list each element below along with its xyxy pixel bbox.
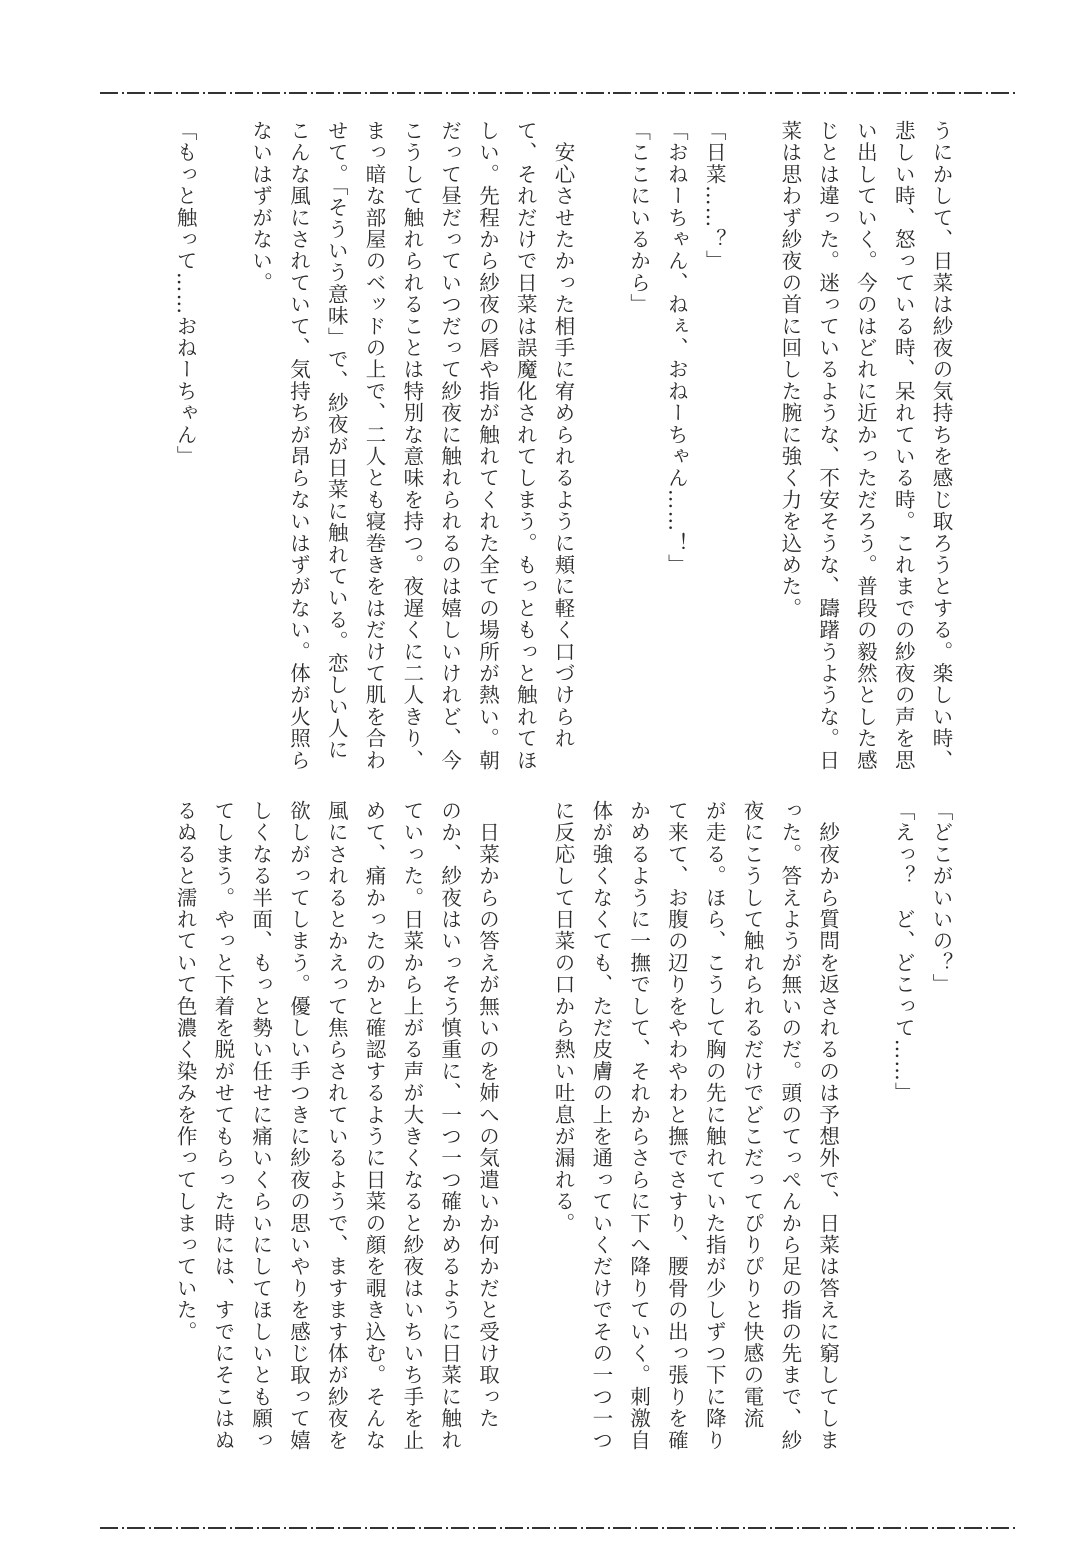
bottom-dash-dot-rule [100, 1527, 1015, 1529]
blank-line [505, 800, 543, 1460]
blank-line [732, 120, 770, 780]
text-line: い出していく。今のはどれに近かっただろう。普段の毅然とした感 [853, 120, 878, 771]
text-line: 日菜からの答えが無いのを姉への気遣いか何かだと受け取った [475, 800, 500, 1430]
text-line: せて。「そういう意味」で、紗夜が日菜に触れている。恋しい人に [324, 120, 349, 761]
text-line: 安心させたかった相手に宥められるように頬に軽く口づけられ [551, 120, 576, 750]
text-line: ないはずがない。 [248, 120, 273, 294]
text-line: 菜は思わず紗夜の首に回した腕に強く力を込めた。 [777, 120, 802, 620]
text-line: ていった。日菜から上がる声が大きくなると紗夜はいちいち手を止 [399, 800, 424, 1451]
text-line: 「日菜……？」 [702, 120, 727, 272]
text-line: こうして触れられることは特別な意味を持つ。夜遅くに二人きり、 [399, 120, 424, 771]
text-line: 風にされるとかえって焦らされているようで、ますます体が紗夜を [324, 800, 349, 1451]
text-line: てしまう。やっと下着を脱がせてもらった時には、すでにそこはぬ [210, 800, 235, 1451]
text-line: 「えっ？ ど、どこって……」 [891, 800, 916, 1104]
text-line: しくなる半面、もっと勢い任せに痛いくらいにしてほしいとも願っ [248, 800, 273, 1451]
text-line: うにかして、日菜は紗夜の気持ちを感じ取ろうとする。楽しい時、 [929, 120, 953, 771]
text-line: のか、紗夜はいっそう慎重に、一つ一つ確かめるように日菜に触れ [437, 800, 462, 1452]
text-line: だって昼だっていつだって紗夜に触れられるのは嬉しいけれど、今 [437, 120, 462, 771]
text-line: めて、痛かったのかと確認するように日菜の顔を覗き込む。そんな [362, 800, 387, 1451]
text-line: こんな風にされていて、気持ちが昂らないはずがない。体が火照ら [286, 120, 311, 771]
blank-line [203, 120, 241, 780]
text-line: 「どこがいいの？」 [929, 800, 953, 996]
blank-line [581, 120, 619, 780]
text-line: じとは違った。迷っているような、不安そうな、躊躇うような。日 [815, 120, 840, 771]
text-line: 紗夜から質問を返されるのは予想外で、日菜は答えに窮してしま [815, 800, 840, 1451]
text-line: 「ここにいるから」 [626, 120, 651, 316]
text-line: しい。先程から紗夜の唇や指が触れてくれた全ての場所が熱い。朝 [475, 120, 500, 772]
text-line: に反応して日菜の口から熱い吐息が漏れる。 [551, 800, 576, 1234]
text-line: 夜にこうして触れられるだけでどこだってぴりぴりと快感の電流 [740, 800, 765, 1430]
text-line: かめるように一撫でして、それからさらに下へ降りていく。刺激自 [626, 800, 651, 1451]
text-line: て、それだけで日菜は誤魔化されてしまう。もっともっと触れてほ [513, 120, 538, 771]
text-line: まっ暗な部屋のベッドの上で、二人とも寝巻きをはだけて肌を合わ [362, 120, 387, 771]
blank-line [846, 800, 884, 1460]
text-line: るぬると濡れていて色濃く染みを作ってしまっていた。 [173, 800, 198, 1343]
text-line: 体が強くなくても、ただ皮膚の上を通っていくだけでその一つ一つ [588, 800, 613, 1452]
text-line: が走る。ほら、こうして胸の先に触れていた指が少しずつ下に降り [702, 800, 727, 1452]
upper-text-block [165, 120, 959, 780]
text-line: 悲しい時、怒っている時、呆れている時。これまでの紗夜の声を思 [891, 120, 916, 771]
text-line: った。答えようが無いのだ。頭のてっぺんから足の指の先まで、紗 [777, 800, 802, 1451]
text-line: て来て、お腹の辺りをやわやわと撫でさすり、腰骨の出っ張りを確 [664, 800, 689, 1451]
text-line: 「もっと触って……おねーちゃん」 [173, 120, 198, 468]
top-dash-dot-rule [100, 92, 1015, 94]
text-line: 欲しがってしまう。優しい手つきに紗夜の思いやりを感じ取って嬉 [286, 800, 311, 1451]
text-line: 「おねーちゃん、ねぇ、おねーちゃん……！」 [664, 120, 689, 576]
lower-text-block [165, 800, 959, 1460]
